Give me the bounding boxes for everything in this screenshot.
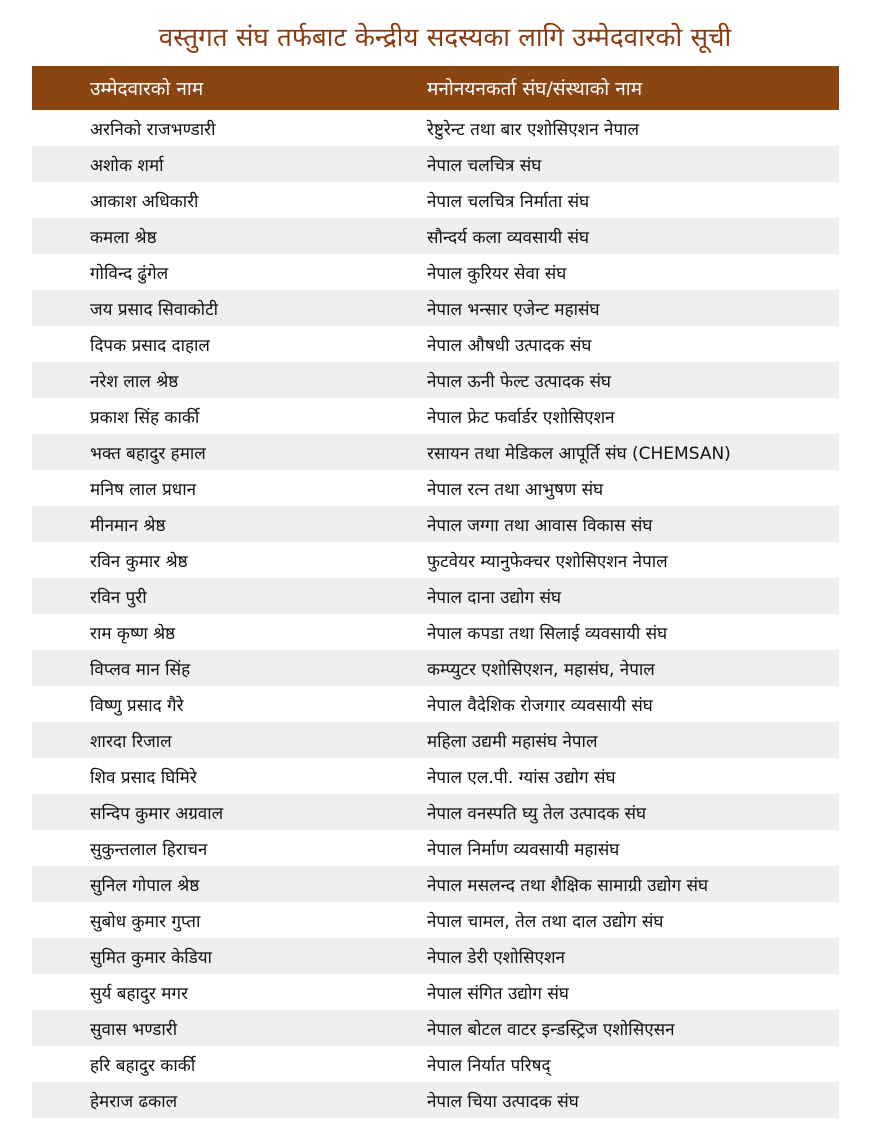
nominating-org: नेपाल एल.पी. ग्यांस उद्योग संघ xyxy=(427,767,616,788)
table-row xyxy=(32,830,839,866)
nominating-org: सौन्दर्य कला व्यवसायी संघ xyxy=(427,227,590,248)
table-row xyxy=(32,758,839,794)
nominating-org: नेपाल भन्सार एजेन्ट महासंघ xyxy=(427,299,600,320)
table-row xyxy=(32,866,839,902)
candidate-name: सुकुन्तलाल हिराचन xyxy=(90,839,208,860)
candidate-name: सुनिल गोपाल श्रेष्ठ xyxy=(90,875,200,896)
candidate-name: गोविन्द ढुंगेल xyxy=(90,263,169,284)
nominating-org: नेपाल कुरियर सेवा संघ xyxy=(427,263,567,284)
nominating-org: नेपाल मसलन्द तथा शैक्षिक सामाग्री उद्योग संघ xyxy=(427,875,709,896)
candidate-name: रविन कुमार श्रेष्ठ xyxy=(90,551,188,572)
header-candidate-name: उम्मेदवारको नाम xyxy=(90,78,204,100)
candidate-name: दिपक प्रसाद दाहाल xyxy=(90,335,210,356)
candidate-name: अरनिको राजभण्डारी xyxy=(90,119,216,140)
table-row xyxy=(32,290,839,326)
nominating-org: नेपाल निर्माण व्यवसायी महासंघ xyxy=(427,839,620,860)
nominating-org: नेपाल ऊनी फेल्ट उत्पादक संघ xyxy=(427,371,611,392)
nominating-org: कम्प्युटर एशोसिएशन, महासंघ, नेपाल xyxy=(427,659,655,680)
candidate-name: सुर्य बहादुर मगर xyxy=(90,983,188,1004)
nominating-org: नेपाल संगित उद्योग संघ xyxy=(427,983,569,1004)
table-row xyxy=(32,1010,839,1046)
table-row xyxy=(32,506,839,542)
page-title: वस्तुगत संघ तर्फबाट केन्द्रीय सदस्यका लागि उम्मेदवारको सूची xyxy=(158,23,732,53)
nominating-org: नेपाल चिया उत्पादक संघ xyxy=(427,1091,579,1112)
nominating-org: नेपाल वनस्पति घ्यु तेल उत्पादक संघ xyxy=(427,803,647,824)
nominating-org: नेपाल रत्न तथा आभुषण संघ xyxy=(427,479,604,500)
nominating-org: नेपाल दाना उद्योग संघ xyxy=(427,587,562,608)
candidate-name: सुबोध कुमार गुप्ता xyxy=(90,911,201,932)
table-row xyxy=(32,182,839,218)
nominating-org: नेपाल चलचित्र संघ xyxy=(427,155,542,176)
table-row xyxy=(32,686,839,722)
candidate-name: शारदा रिजाल xyxy=(90,731,172,752)
candidate-name: राम कृष्ण श्रेष्ठ xyxy=(90,623,176,644)
table-row xyxy=(32,398,839,434)
candidate-name: मनिष लाल प्रधान xyxy=(90,479,197,500)
table-row xyxy=(32,614,839,650)
nominating-org: नेपाल चलचित्र निर्माता संघ xyxy=(427,191,590,212)
candidate-name: नरेश लाल श्रेष्ठ xyxy=(90,371,179,392)
nominating-org: नेपाल बोटल वाटर इन्डस्ट्रिज एशोसिएसन xyxy=(427,1019,675,1040)
candidate-name: मीनमान श्रेष्ठ xyxy=(90,515,166,536)
table-body xyxy=(32,110,839,1118)
table-row xyxy=(32,362,839,398)
nominating-org: रेष्टुरेन्ट तथा बार एशोसिएशन नेपाल xyxy=(427,119,640,140)
nominating-org: नेपाल फ्रेट फर्वार्डर एशोसिएशन xyxy=(427,407,615,428)
table-row xyxy=(32,470,839,506)
table-row xyxy=(32,326,839,362)
candidate-name: जय प्रसाद सिवाकोटी xyxy=(90,299,219,320)
table-row xyxy=(32,542,839,578)
table-row xyxy=(32,794,839,830)
table-row xyxy=(32,722,839,758)
table-row xyxy=(32,974,839,1010)
candidate-table xyxy=(32,66,839,1118)
nominating-org: नेपाल वैदेशिक रोजगार व्यवसायी संघ xyxy=(427,695,653,716)
header-nominating-org: मनोनयनकर्ता संघ/संस्थाको नाम xyxy=(427,78,643,100)
table-row xyxy=(32,254,839,290)
nominating-org: नेपाल चामल, तेल तथा दाल उद्योग संघ xyxy=(427,911,664,932)
candidate-name: प्रकाश सिंह कार्की xyxy=(90,407,200,428)
table-header xyxy=(32,66,839,110)
table-row xyxy=(32,110,839,146)
table-row xyxy=(32,146,839,182)
nominating-org: महिला उद्यमी महासंघ नेपाल xyxy=(427,731,598,752)
candidate-name: सन्दिप कुमार अग्रवाल xyxy=(90,803,224,824)
nominating-org: रसायन तथा मेडिकल आपूर्ति संघ (CHEMSAN) xyxy=(427,443,731,464)
candidate-name: भक्त बहादुर हमाल xyxy=(90,443,206,464)
candidate-name: हेमराज ढकाल xyxy=(90,1091,178,1112)
table-row xyxy=(32,434,839,470)
nominating-org: नेपाल जग्गा तथा आवास विकास संघ xyxy=(427,515,653,536)
nominating-org: नेपाल डेरी एशोसिएशन xyxy=(427,947,565,968)
candidate-name: आकाश अधिकारी xyxy=(90,191,199,212)
candidate-name: रविन पुरी xyxy=(90,587,147,608)
candidate-name: सुमित कुमार केडिया xyxy=(90,947,212,968)
nominating-org: नेपाल कपडा तथा सिलाई व्यवसायी संघ xyxy=(427,623,668,644)
candidate-name: हरि बहादुर कार्की xyxy=(90,1055,196,1076)
table-row xyxy=(32,578,839,614)
candidate-name: सुवास भण्डारी xyxy=(90,1019,178,1040)
nominating-org: फुटवेयर म्यानुफेक्चर एशोसिएशन नेपाल xyxy=(427,551,668,572)
candidate-name: विप्लव मान सिंह xyxy=(90,659,191,680)
table-row xyxy=(32,1082,839,1118)
candidate-name: अशोक शर्मा xyxy=(90,155,164,176)
table-row xyxy=(32,902,839,938)
table-row xyxy=(32,218,839,254)
candidate-name: कमला श्रेष्ठ xyxy=(90,227,157,248)
nominating-org: नेपाल औषधी उत्पादक संघ xyxy=(427,335,592,356)
table-row xyxy=(32,650,839,686)
table-row xyxy=(32,938,839,974)
candidate-name: शिव प्रसाद घिमिरे xyxy=(90,767,197,788)
nominating-org: नेपाल निर्यात परिषद् xyxy=(427,1055,551,1076)
candidate-name: विष्णु प्रसाद गैरे xyxy=(90,695,184,716)
table-row xyxy=(32,1046,839,1082)
